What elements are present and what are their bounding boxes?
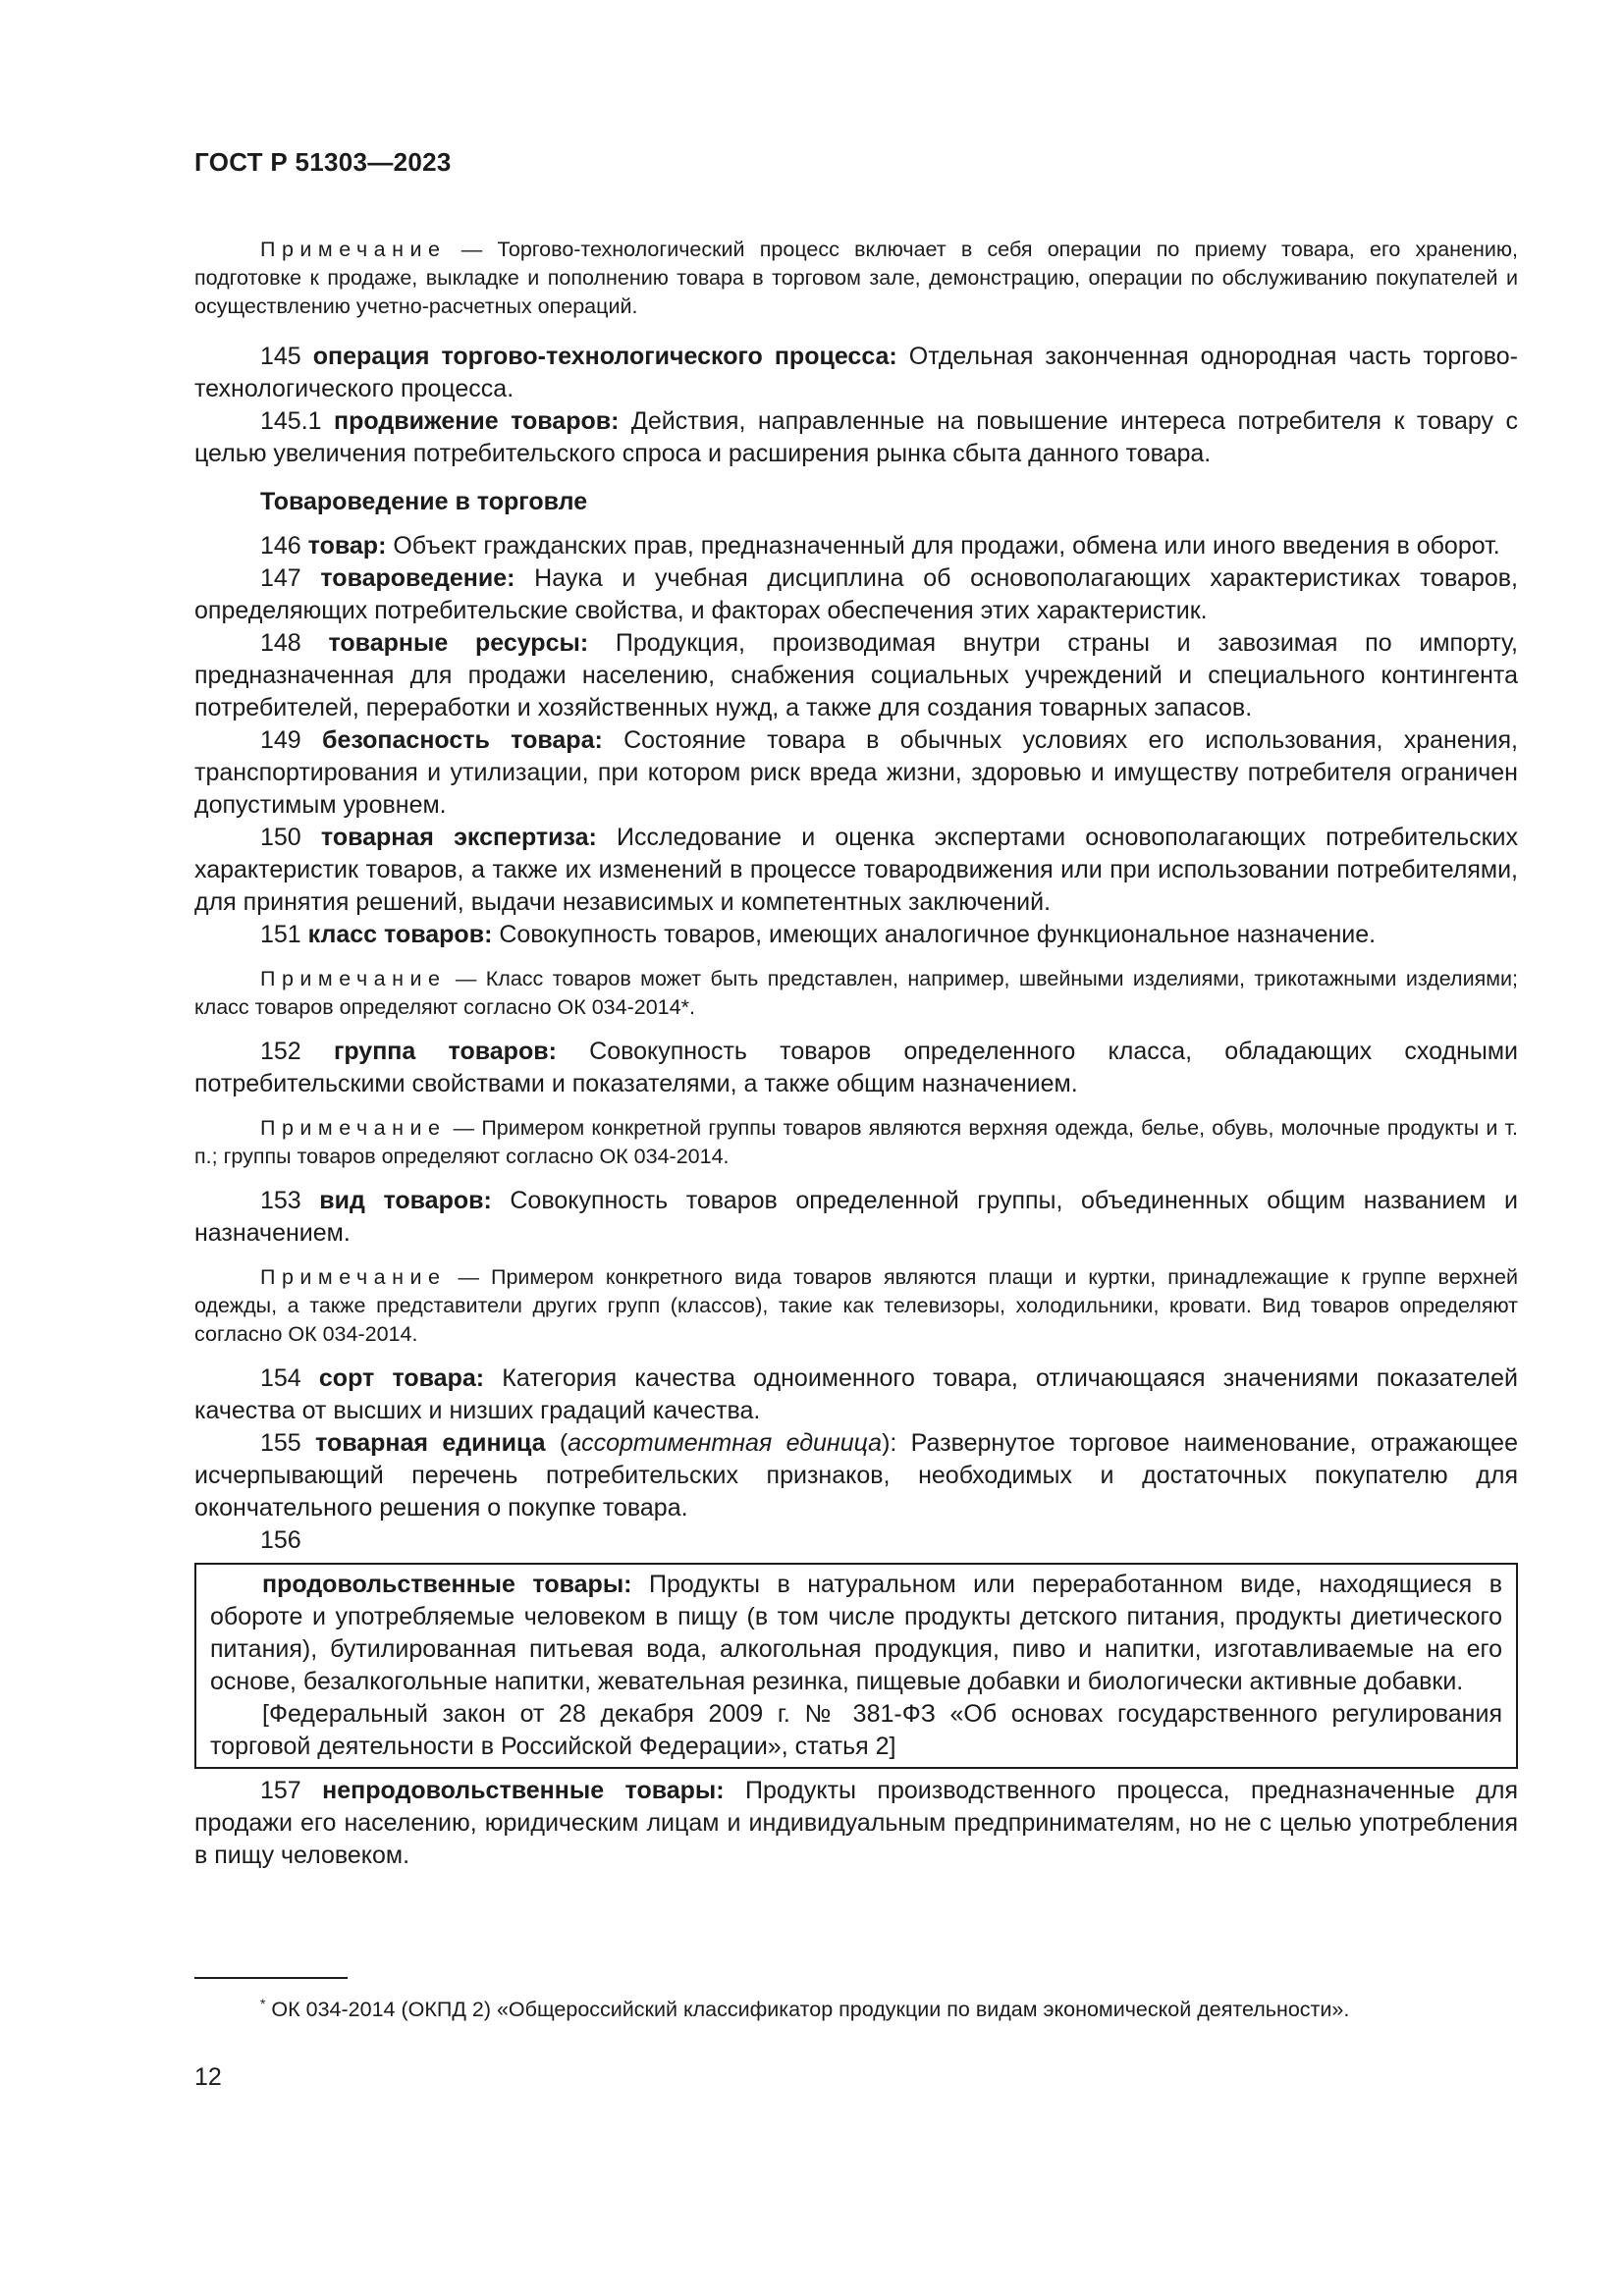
alt-term: ассортиментная единица [568, 1429, 883, 1457]
entry-154: 154 сорт товара: Категория качества одноименного товара, отличающаяся значениями показателей качества от высших и низших градаций качества. [194, 1364, 1518, 1424]
entry-153: 153 вид товаров: Совокупность товаров определенной группы, объединенных общим названием и назначением. [194, 1187, 1518, 1247]
note-label: Примечание [260, 1116, 447, 1140]
note-text: Торгово-технологический процесс включает в себя операции по приему товара, его хранению, подготовке к продаже, выкладке и пополнению товара в торговом зале, демонстрацию, операции по обслуживанию покупателей и осуществлению учетно-расчетных операций. [194, 238, 1518, 318]
note-label: Примечание [260, 238, 447, 261]
section-title: Товароведение в торговле [260, 488, 588, 515]
note-label: Примечание [260, 967, 447, 990]
note-151: Примечание — Класс товаров может быть представлен, например, швейными изделиями, трикотажными изделиями; класс товаров определяют согласно ОК 034-2014*. [194, 967, 1518, 1019]
source-reference: [Федеральный закон от 28 декабря 2009 г. № 381-ФЗ «Об основах государственного регулирования торговой деятельности в Российской Федерации», статья 2] [210, 1700, 1502, 1760]
document-header: ГОСТ Р 51303—2023 [194, 147, 452, 177]
term: класс товаров: [307, 921, 493, 948]
note-label: Примечание [260, 1265, 447, 1289]
term: операция торгово-технологического процесса: [312, 343, 897, 370]
entry-148: 148 товарные ресурсы: Продукция, производимая внутри страны и завозимая по импорту, предназначенная для продажи населению, снабжения социальных учреждений и специального контингента потребителей, переработки и хозяйственных нужд, а также для создания товарных запасов. [194, 629, 1518, 721]
entry-155: 155 товарная единица (ассортиментная единица): Развернутое торговое наименование, отражающее исчерпывающий перечень потребительских признаков, необходимых и достаточных покупателю для окончательного решения о покупке товара. [194, 1429, 1518, 1522]
page-content [194, 222, 1518, 1872]
term: группа товаров: [333, 1038, 557, 1065]
footnote-divider [194, 1977, 348, 1979]
note-text: Примером конкретной группы товаров являются верхняя одежда, белье, обувь, молочные продукты и т. п.; группы товаров определяют согласно ОК 034-2014. [194, 1116, 1518, 1168]
note-text: Примером конкретного вида товаров являются плащи и куртки, принадлежащие к группе верхней одежды, а также представители других групп (классов), такие как телевизоры, холодильники, кровати. Вид товаров определяют согласно ОК 034-2014. [194, 1265, 1519, 1346]
term: продвижение товаров: [334, 407, 620, 435]
entry-146: 146 товар: Объект гражданских прав, предназначенный для продажи, обмена или иного введения в оборот. [260, 532, 1500, 560]
term: продовольственные товары: [262, 1571, 632, 1598]
note-153: Примечание — Примером конкретного вида товаров являются плащи и куртки, принадлежащие к группе верхней одежды, а также представители других групп (классов), такие как телевизоры, холодильники, кровати. Вид товаров определяют согласно ОК 034-2014. [194, 1265, 1519, 1346]
entry-151: 151 класс товаров: Совокупность товаров, имеющих аналогичное функциональное назначение. [260, 921, 1377, 948]
note-152: Примечание — Примером конкретной группы товаров являются верхняя одежда, белье, обувь, молочные продукты и т. п.; группы товаров определяют согласно ОК 034-2014. [194, 1116, 1518, 1168]
footnote [194, 1989, 1518, 2024]
term: сорт товара: [318, 1364, 485, 1392]
footnote-mark: * [260, 1996, 266, 2011]
term: вид товаров: [319, 1187, 492, 1214]
term: товар: [307, 532, 387, 560]
term: товарная экспертиза: [320, 824, 597, 851]
entry-156: продовольственные товары: Продукты в натуральном или переработанном виде, находящиеся в обороте и употребляемые человеком в пищу (в том числе продукты детского питания, продукты диетического питания), бутилированная питьевая вода, алкогольная продукция, пиво и напитки, изготавливаемые на его основе, безалкогольные напитки, жевательная резинка, пищевые добавки и биологически активные добавки. [210, 1571, 1502, 1695]
term: товарные ресурсы: [328, 629, 589, 657]
entry-147: 147 товароведение: Наука и учебная дисциплина об основополагающих характеристиках товаров, определяющих потребительские свойства, и факторах обеспечения этих характеристик. [194, 564, 1518, 624]
page-number: 12 [194, 2063, 222, 2091]
note-top: Примечание — Торгово-технологический процесс включает в себя операции по приему товара, его хранению, подготовке к продаже, выкладке и пополнению товара в торговом зале, демонстрацию, операции по обслуживанию покупателей и осуществлению учетно-расчетных операций. [194, 238, 1518, 318]
entry-152: 152 группа товаров: Совокупность товаров определенного класса, обладающих сходными потребительскими свойствами и показателями, а также общим назначением. [194, 1038, 1518, 1097]
footnote-text: ОК 034-2014 (ОКПД 2) «Общероссийский классификатор продукции по видам экономической деятельности». [265, 1998, 1350, 2021]
entry-145: 145 операция торгово-технологического процесса: Отдельная законченная однородная часть торгово-технологического процесса. [194, 343, 1518, 402]
term: товарная единица [315, 1429, 546, 1457]
entry-157: 157 непродовольственные товары: Продукты производственного процесса, предназначенные для продажи его населению, юридическим лицам и индивидуальным предпринимателям, но не с целью употребления в пищу человеком. [194, 1777, 1518, 1869]
note-text: Класс товаров может быть представлен, например, швейными изделиями, трикотажными изделиями; класс товаров определяют согласно ОК 034-2014*. [194, 967, 1518, 1019]
entry-150: 150 товарная экспертиза: Исследование и оценка экспертами основополагающих потребительских характеристик товаров, а также их изменений в процессе товародвижения или при использовании потребителями, для принятия решений, выдачи независимых и компетентных заключений. [194, 824, 1518, 916]
term: непродовольственные товары: [322, 1777, 725, 1804]
entry-145-1: 145.1 продвижение товаров: Действия, направленные на повышение интереса потребителя к товару с целью увеличения потребительского спроса и расширения рынка сбыта данного товара. [194, 407, 1518, 467]
entry-156-number: 156 [260, 1526, 301, 1554]
entry-149: 149 безопасность товара: Состояние товара в обычных условиях его использования, хранения, транспортирования и утилизации, при котором риск вреда жизни, здоровью и имуществу потребителя ограничен допустимым уровнем. [194, 726, 1518, 819]
boxed-definition-156 [194, 1563, 1518, 1769]
term: безопасность товара: [322, 726, 603, 754]
term: товароведение: [320, 564, 515, 592]
